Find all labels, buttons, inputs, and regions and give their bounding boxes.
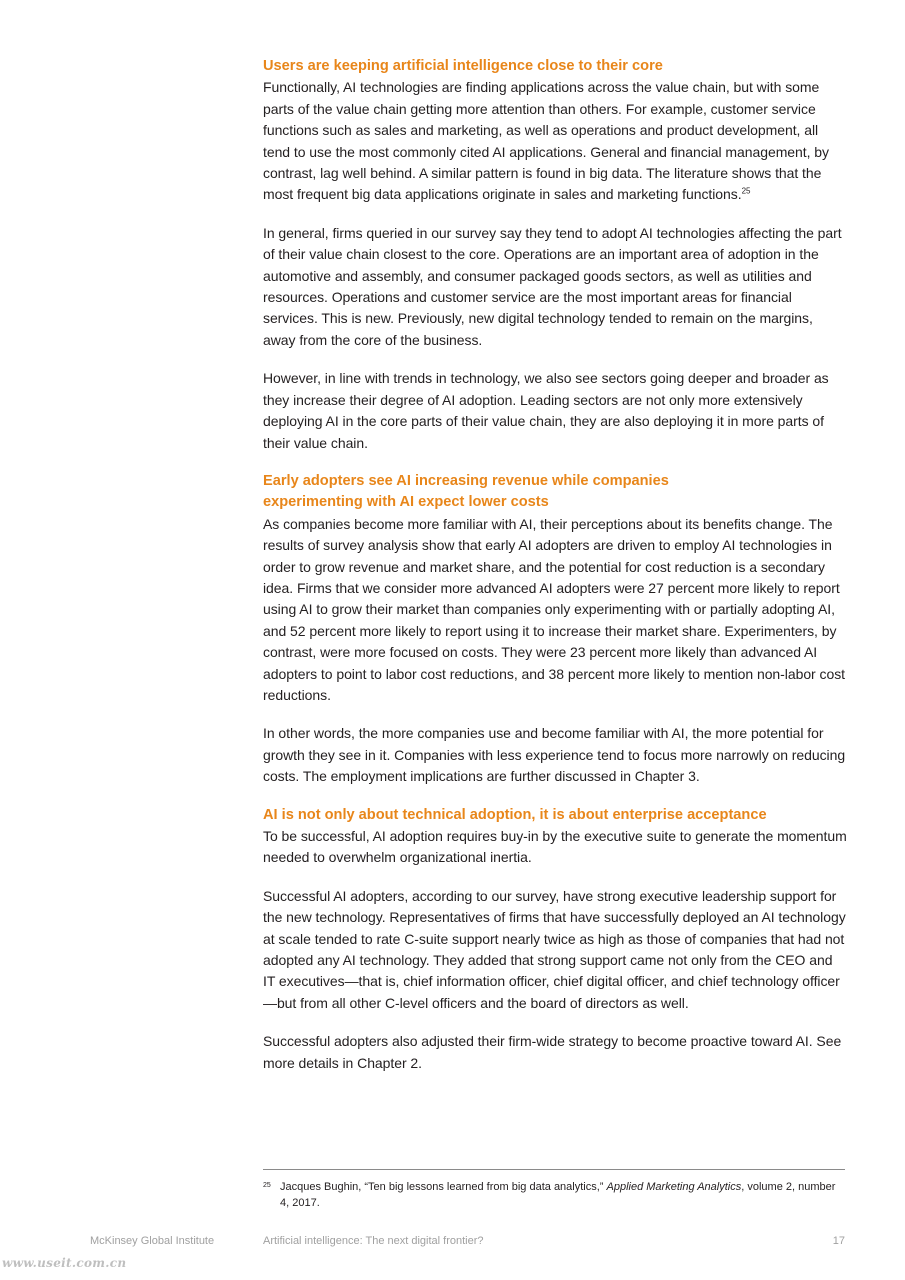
section-core [263, 56, 848, 454]
section-heading: AI is not only about technical adoption, it is about enterprise acceptance [263, 806, 767, 823]
section-heading: Users are keeping artificial intelligence close to their core [263, 58, 663, 74]
paragraph [263, 77, 848, 205]
paragraph: In general, firms queried in our survey say they tend to adopt AI technologies affecting the part of their value chain closest to the core. Operations are an important area of adoption in the automotive and assembly, and consumer packaged goods sectors, as well as utilities and resources. Operations and customer service are the most important areas for financial services. This is new. Previously, new digital technology tended to remain on the margins, away from the core of the business. [263, 224, 842, 348]
footnote-text-after: , volume 2, number 4, 2017. [280, 1181, 836, 1209]
paragraph: Successful adopters also adjusted their firm-wide strategy to become proactive toward AI. See more details in Chapter 2. [263, 1033, 842, 1071]
watermark: www.useit.com.cn [2, 1256, 127, 1270]
footnote-reference[interactable]: 25 [741, 186, 751, 196]
footer-publisher: McKinsey Global Institute [90, 1235, 215, 1247]
section-enterprise-acceptance [263, 805, 848, 1074]
section-heading [263, 471, 848, 514]
footnote-journal: Applied Marketing Analytics [606, 1181, 742, 1193]
footnote-divider [263, 1169, 845, 1170]
footer-report-title: Artificial intelligence: The next digital frontier? [263, 1235, 484, 1247]
section-heading-line: Early adopters see AI increasing revenue while companies [263, 472, 669, 489]
paragraph: Successful AI adopters, according to our survey, have strong executive leadership support for the new technology. Representatives of firms that have successfully deployed an AI technology at scale tended to rate C-suite support nearly twice as high as those of companies that had not adopted any AI technology. They added that strong support came not only from the CEO and IT executives—that is, chief information officer, chief digital officer, and chief technology officer—but from all other C-level officers and the board of directors as well. [263, 887, 846, 1011]
paragraph: In other words, the more companies use and become familiar with AI, the more potential for growth they see in it. Companies with less experience tend to focus more narrowly on reducing costs. The employment implications are further discussed in Chapter 3. [263, 725, 846, 785]
paragraph: To be successful, AI adoption requires buy-in by the executive suite to generate the momentum needed to overwhelm organizational inertia. [263, 828, 847, 866]
paragraph: However, in line with trends in technology, we also see sectors going deeper and broader as they increase their degree of AI adoption. Leading sectors are not only more extensively deploying AI in the core parts of their value chain, they are also deploying it in more parts of their value chain. [263, 370, 829, 451]
footnote [263, 1180, 845, 1211]
footnote-number: 25 [263, 1182, 271, 1189]
section-heading-line: experimenting with AI expect lower costs [263, 494, 549, 511]
page-number: 17 [832, 1235, 845, 1247]
paragraph-text: Functionally, AI technologies are finding applications across the value chain, but with some parts of the value chain getting more attention than others. For example, customer service functions such as sales and marketing, as well as operations and product development, all tend to use the most commonly cited AI applications. General and financial management, by contrast, lag well behind. A similar pattern is found in big data. The literature shows that the most frequent big data applications originate in sales and marketing functions. [263, 79, 829, 203]
paragraph: As companies become more familiar with AI, their perceptions about its benefits change. The results of survey analysis show that early AI adopters are driven to employ AI technologies in order to grow revenue and market share, and the potential for cost reduction is a secondary idea. Firms that we consider more advanced AI adopters were 27 percent more likely to report using AI to grow their market than companies only experimenting with or partially adopting AI, and 52 percent more likely to report using it to increase their market share. Experimenters, by contrast, were more focused on costs. They were 23 percent more likely than advanced AI adopters to point to labor cost reductions, and 38 percent more likely to mention non-labor cost reductions. [263, 515, 845, 703]
main-content [263, 56, 848, 1091]
footnote-text [280, 1180, 845, 1211]
section-early-adopters [263, 471, 848, 788]
footnote-text-before: Jacques Bughin, “Ten big lessons learned from big data analytics,” [280, 1181, 607, 1193]
